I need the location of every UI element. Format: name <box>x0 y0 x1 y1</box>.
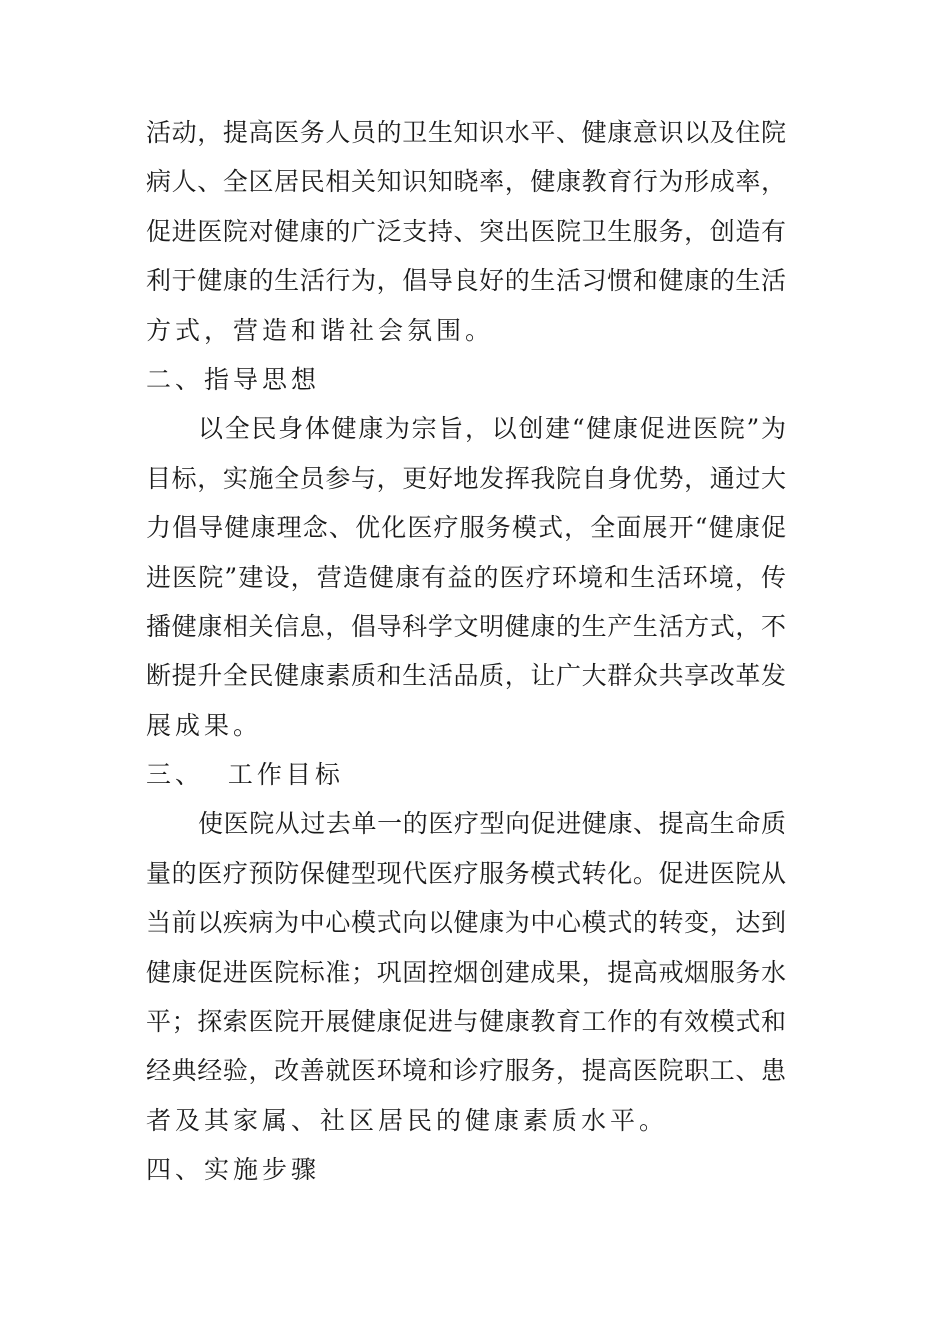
paragraph-line: 促进医院对健康的广泛支持、突出医院卫生服务，创造有 <box>146 216 786 246</box>
document-body <box>146 108 786 1195</box>
paragraph-line: 病人、全区居民相关知识知晓率，健康教育行为形成率， <box>146 167 786 197</box>
paragraph-line: 平；探索医院开展健康促进与健康教育工作的有效模式和 <box>146 1007 786 1037</box>
paragraph-line: 展成果。 <box>146 710 263 740</box>
paragraph-line: 以全民身体健康为宗旨，以创建“健康促进医院”为 <box>198 414 786 444</box>
section-heading-guiding-ideology: 二、指导思想 <box>146 364 321 394</box>
paragraph-line: 使医院从过去单一的医疗型向促进健康、提高生命质 <box>198 809 786 839</box>
paragraph-line: 进医院”建设，营造健康有益的医疗环境和生活环境，传 <box>146 562 786 592</box>
paragraph-line: 力倡导健康理念、优化医疗服务模式，全面展开“健康促 <box>146 513 786 543</box>
paragraph-line: 播健康相关信息，倡导科学文明健康的生产生活方式，不 <box>146 611 786 641</box>
paragraph-line: 方式，营造和谐社会氛围。 <box>146 315 495 345</box>
paragraph-line: 目标，实施全员参与，更好地发挥我院自身优势，通过大 <box>146 463 786 493</box>
paragraph-line: 健康促进医院标准；巩固控烟创建成果，提高戒烟服务水 <box>146 957 786 987</box>
paragraph-line: 者及其家属、社区居民的健康素质水平。 <box>146 1105 669 1135</box>
paragraph-line: 活动，提高医务人员的卫生知识水平、健康意识以及住院 <box>146 118 786 147</box>
paragraph-line: 经典经验，改善就医环境和诊疗服务，提高医院职工、患 <box>146 1056 786 1086</box>
paragraph-line: 断提升全民健康素质和生活品质，让广大群众共享改革发 <box>146 661 786 691</box>
paragraph-line: 利于健康的生活行为，倡导良好的生活习惯和健康的生活 <box>146 266 786 296</box>
paragraph-line: 量的医疗预防保健型现代医疗服务模式转化。促进医院从 <box>146 858 786 888</box>
paragraph-line: 当前以疾病为中心模式向以健康为中心模式的转变，达到 <box>146 908 786 938</box>
section-heading-work-goals: 三、 工作目标 <box>146 760 344 790</box>
section-heading-implementation-steps: 四、实施步骤 <box>146 1155 321 1185</box>
